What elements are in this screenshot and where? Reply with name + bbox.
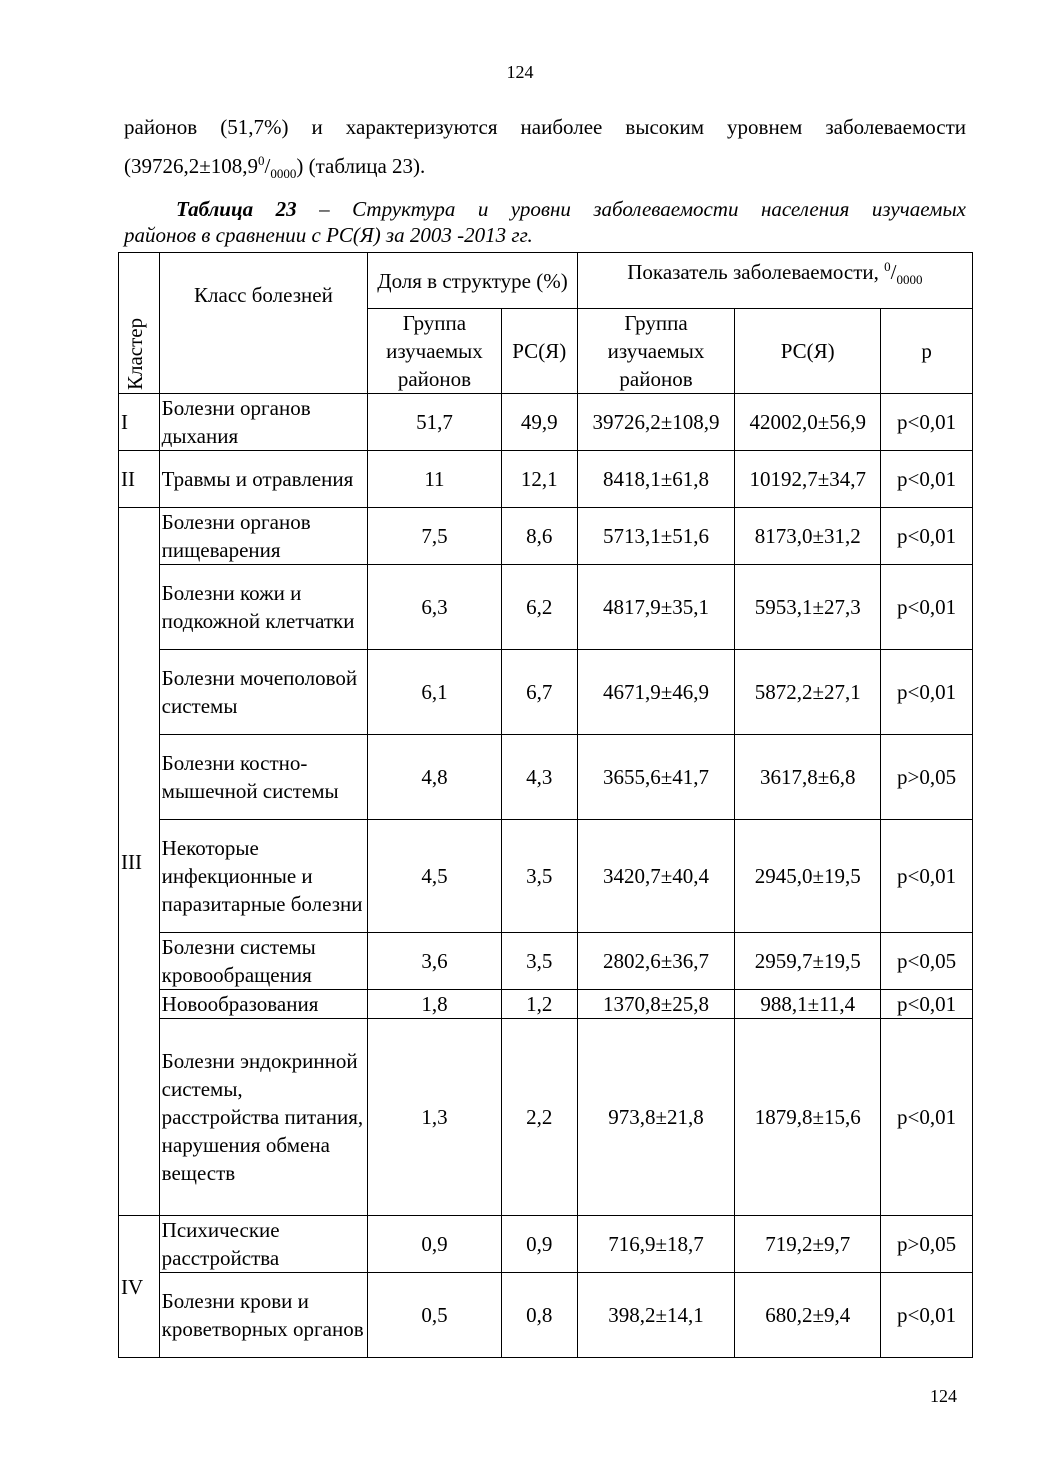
header-cluster: Кластер bbox=[119, 253, 160, 394]
rate-rs: 5872,2±27,1 bbox=[735, 650, 881, 735]
paragraph-line-2: $(39726,2\pm 108,9^0/_{0000})$ (таблица 23). bbox=[124, 153, 426, 182]
p-value: р<0,01 bbox=[881, 990, 973, 1019]
share-group: 6,3 bbox=[368, 565, 501, 650]
rate-rs: 2959,7±19,5 bbox=[735, 933, 881, 990]
share-rs: 3,5 bbox=[501, 820, 577, 933]
p-value: р<0,01 bbox=[881, 820, 973, 933]
rate-rs: 988,1±11,4 bbox=[735, 990, 881, 1019]
rate-rs: 1879,8±15,6 bbox=[735, 1019, 881, 1216]
rate-group: 973,8±21,8 bbox=[577, 1019, 734, 1216]
morbidity-table bbox=[118, 252, 973, 1358]
header-share-group: Группа изучаемых районов bbox=[368, 309, 501, 394]
share-group: 0,9 bbox=[368, 1216, 501, 1273]
share-rs: 3,5 bbox=[501, 933, 577, 990]
table-caption bbox=[124, 196, 966, 248]
rate-group: 716,9±18,7 bbox=[577, 1216, 734, 1273]
disease-class: Новообразования bbox=[159, 990, 368, 1019]
table-row bbox=[119, 1216, 973, 1273]
disease-class: Некоторые инфекционные и паразитарные болезни bbox=[159, 820, 368, 933]
cluster-cell: IV bbox=[119, 1216, 160, 1358]
share-group: 1,3 bbox=[368, 1019, 501, 1216]
disease-class: Болезни эндокринной системы, расстройства питания, нарушения обмена веществ bbox=[159, 1019, 368, 1216]
table-row bbox=[119, 650, 973, 735]
p-value: р<0,01 bbox=[881, 508, 973, 565]
p-value: р<0,01 bbox=[881, 1273, 973, 1358]
share-group: 3,6 bbox=[368, 933, 501, 990]
share-rs: 12,1 bbox=[501, 451, 577, 508]
rate-rs: 680,2±9,4 bbox=[735, 1273, 881, 1358]
share-group: 1,8 bbox=[368, 990, 501, 1019]
p-value: р<0,01 bbox=[881, 451, 973, 508]
share-group: 0,5 bbox=[368, 1273, 501, 1358]
rate-group: 3420,7±40,4 bbox=[577, 820, 734, 933]
header-share-rs: РС(Я) bbox=[501, 309, 577, 394]
rate-rs: 719,2±9,7 bbox=[735, 1216, 881, 1273]
rate-group: 8418,1±61,8 bbox=[577, 451, 734, 508]
p-value: р<0,01 bbox=[881, 565, 973, 650]
share-rs: 6,2 bbox=[501, 565, 577, 650]
table-row bbox=[119, 820, 973, 933]
rate-rs: 2945,0±19,5 bbox=[735, 820, 881, 933]
share-group: 4,5 bbox=[368, 820, 501, 933]
table-row bbox=[119, 1273, 973, 1358]
table-row bbox=[119, 451, 973, 508]
table-row bbox=[119, 933, 973, 990]
table-row bbox=[119, 394, 973, 451]
disease-class: Болезни костно-мышечной системы bbox=[159, 735, 368, 820]
table-row bbox=[119, 990, 973, 1019]
rate-group: 4817,9±35,1 bbox=[577, 565, 734, 650]
disease-class: Болезни системы кровообращения bbox=[159, 933, 368, 990]
rate-group: 5713,1±51,6 bbox=[577, 508, 734, 565]
disease-class: Травмы и отравления bbox=[159, 451, 368, 508]
rate-rs: 3617,8±6,8 bbox=[735, 735, 881, 820]
share-rs: 0,9 bbox=[501, 1216, 577, 1273]
rate-rs: 10192,7±34,7 bbox=[735, 451, 881, 508]
rate-rs: 42002,0±56,9 bbox=[735, 394, 881, 451]
rate-group: 2802,6±36,7 bbox=[577, 933, 734, 990]
table-row bbox=[119, 1019, 973, 1216]
paragraph-line-1: районов (51,7%) и характеризуются наиболее высоким уровнем заболеваемости bbox=[124, 115, 966, 139]
rate-group: 398,2±14,1 bbox=[577, 1273, 734, 1358]
rate-rs: 8173,0±31,2 bbox=[735, 508, 881, 565]
disease-class: Болезни мочеполовой системы bbox=[159, 650, 368, 735]
page-number-top: 124 bbox=[506, 62, 534, 82]
disease-class: Болезни органов дыхания bbox=[159, 394, 368, 451]
p-value: р>0,05 bbox=[881, 1216, 973, 1273]
rate-group: 39726,2±108,9 bbox=[577, 394, 734, 451]
rate-rs: 5953,1±27,3 bbox=[735, 565, 881, 650]
table-row bbox=[119, 565, 973, 650]
header-rate-group: Группа изучаемых районов bbox=[577, 309, 734, 394]
share-group: 51,7 bbox=[368, 394, 501, 451]
p-value: р<0,05 bbox=[881, 933, 973, 990]
share-rs: 49,9 bbox=[501, 394, 577, 451]
body-paragraph bbox=[124, 110, 966, 191]
share-group: 4,8 bbox=[368, 735, 501, 820]
table-row bbox=[119, 508, 973, 565]
p-value: р<0,01 bbox=[881, 650, 973, 735]
header-class: Класс болезней bbox=[159, 253, 368, 394]
cluster-cell: III bbox=[119, 508, 160, 1216]
disease-class: Болезни органов пищеварения bbox=[159, 508, 368, 565]
rate-group: 3655,6±41,7 bbox=[577, 735, 734, 820]
header-p: р bbox=[881, 309, 973, 394]
page-number-bottom: 124 bbox=[930, 1386, 957, 1406]
share-rs: 6,7 bbox=[501, 650, 577, 735]
disease-class: Болезни кожи и подкожной клетчатки bbox=[159, 565, 368, 650]
share-group: 7,5 bbox=[368, 508, 501, 565]
table-row bbox=[119, 735, 973, 820]
rate-group: 1370,8±25,8 bbox=[577, 990, 734, 1019]
share-rs: 1,2 bbox=[501, 990, 577, 1019]
disease-class: Болезни крови и кроветворных органов bbox=[159, 1273, 368, 1358]
caption-line-1: Таблица 23 – Структура и уровни заболеваемости населения изучаемых bbox=[176, 197, 966, 221]
p-value: р>0,05 bbox=[881, 735, 973, 820]
cluster-cell: I bbox=[119, 394, 160, 451]
p-value: р<0,01 bbox=[881, 1019, 973, 1216]
header-rate-rs: РС(Я) bbox=[735, 309, 881, 394]
share-rs: 2,2 bbox=[501, 1019, 577, 1216]
p-value: р<0,01 bbox=[881, 394, 973, 451]
header-rate: Показатель заболеваемости, $^0/_{0000}$ bbox=[577, 253, 972, 309]
share-rs: 8,6 bbox=[501, 508, 577, 565]
share-group: 11 bbox=[368, 451, 501, 508]
share-group: 6,1 bbox=[368, 650, 501, 735]
cluster-cell: II bbox=[119, 451, 160, 508]
disease-class: Психические расстройства bbox=[159, 1216, 368, 1273]
caption-line-2: районов в сравнении с РС(Я) за 2003 -2013 гг. bbox=[124, 223, 533, 247]
rate-group: 4671,9±46,9 bbox=[577, 650, 734, 735]
header-share: Доля в структуре (%) bbox=[368, 253, 578, 309]
share-rs: 4,3 bbox=[501, 735, 577, 820]
share-rs: 0,8 bbox=[501, 1273, 577, 1358]
